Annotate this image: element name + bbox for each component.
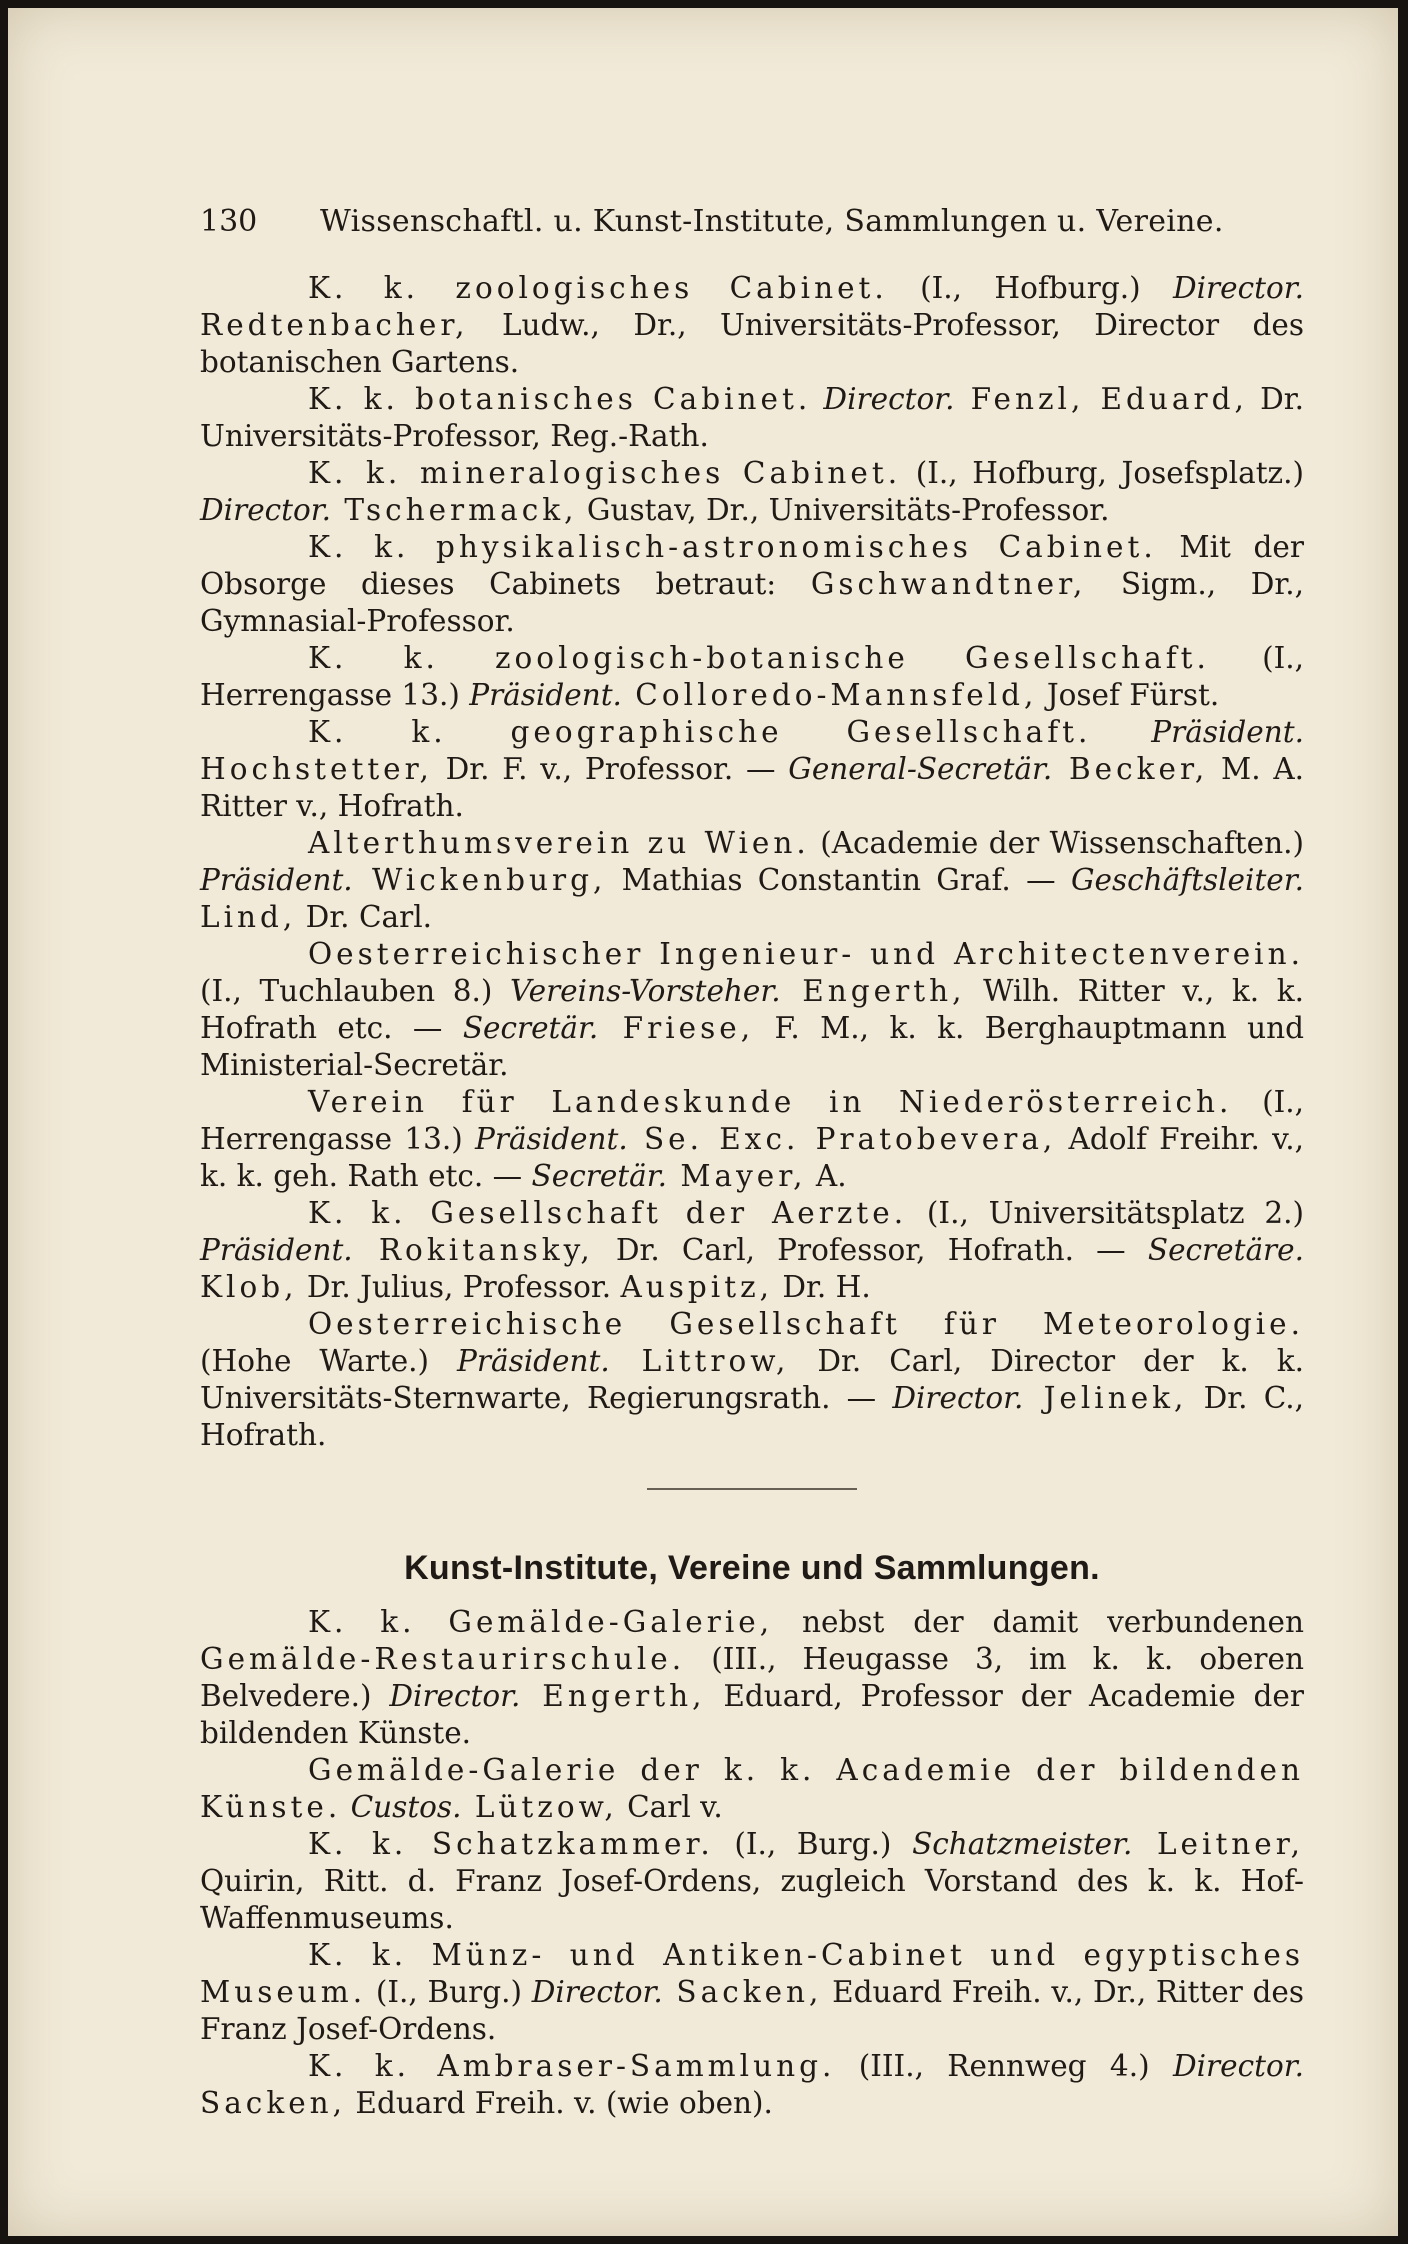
person-name: Auspitz, (620, 1270, 774, 1304)
institution-name: K. k. mineralogisches Cabinet. (308, 456, 902, 490)
entry-gesellschaft-meteorologie (200, 1306, 1304, 1454)
entry-gesellschaft-aerzte (200, 1195, 1304, 1306)
entry-text: nebst der damit verbundenen (773, 1605, 1304, 1639)
institution-name: K. k. physikalisch-astronomisches Cabinet. (308, 530, 1157, 564)
person-name: Lützow, (461, 1790, 618, 1824)
entry-text (341, 1790, 350, 1824)
entry-text: (I., Universitätsplatz 2.) (907, 1196, 1304, 1230)
role-label: Director. (389, 1679, 521, 1713)
person-name: Mayer, (666, 1159, 807, 1193)
person-name: Redtenbacher, (200, 308, 469, 342)
entry-text: Adolf Freihr. v., k. k. geh. Rath etc. — (200, 1122, 1305, 1193)
role-label: Director. (531, 1975, 663, 2009)
entry-text: (I., Hofburg.) (887, 271, 1173, 305)
person-name: Tschermack, (331, 493, 578, 527)
entry-text: (I., Herrengasse 13.) (200, 641, 1304, 712)
entry-text: (Academie der Wissenschaften.) (809, 826, 1304, 860)
role-label: Director. (200, 493, 332, 527)
entry-text: Mit der Obsorge dieses Cabinets betraut: (200, 530, 1304, 601)
institution-name: K. k. geographische Gesellschaft. (308, 715, 1092, 749)
role-label: Secretär. (531, 1159, 667, 1193)
person-name: Littrow, (609, 1344, 790, 1378)
entry-text: Dr. H. (773, 1270, 871, 1304)
entry-ambraser-sammlung (200, 2048, 1304, 2122)
entry-text: (I., Hofburg, Josefsplatz.) (901, 456, 1304, 490)
entry-text: Ludw., Dr., Universitäts-Professor, Director des botanischen Gartens. (200, 308, 1304, 379)
role-label: Präsident. (200, 1233, 353, 1267)
person-name: Klob, (200, 1270, 298, 1304)
entry-text: Carl v. (617, 1790, 723, 1824)
entry-physikalisch-astronomisches-cabinet (200, 529, 1304, 640)
person-name: Engerth, (520, 1679, 706, 1713)
role-label: Präsident. (475, 1122, 628, 1156)
entry-muenz-antiken-cabinet (200, 1937, 1304, 2048)
entry-text: Gustav, Dr., Universitäts-Professor. (577, 493, 1110, 527)
entry-academie-galerie (200, 1752, 1304, 1826)
entry-text: (I., Burg.) (366, 1975, 532, 2009)
role-label: Geschäftsleiter. (1070, 863, 1304, 897)
entry-text: (I., Herrengasse 13.) (200, 1085, 1304, 1156)
role-label: Director. (1172, 271, 1304, 305)
entry-text: Josef Fürst. (1037, 678, 1220, 712)
entry-text: M. A. Ritter v., Hofrath. (200, 752, 1304, 823)
entry-text: Eduard Freih. v., Dr., Ritter des Franz Josef-Ordens. (200, 1975, 1304, 2046)
person-name: Leitner, (1132, 1827, 1304, 1861)
institution-name: Oesterreichischer Ingenieur- und Architectenverein. (308, 937, 1304, 971)
entry-text: Sigm., Dr., Gymnasial-Professor. (200, 567, 1304, 638)
entry-text: Wilh. Ritter v., k. k. Hofrath etc. — (200, 974, 1305, 1045)
role-label: Schatzmeister. (912, 1827, 1133, 1861)
entry-botanisches-cabinet (200, 381, 1304, 455)
institution-name: K. k. botanisches Cabinet. (308, 382, 812, 416)
entry-text (811, 382, 823, 416)
entry-geographische-gesellschaft (200, 714, 1304, 825)
entry-text: Dr. Carl, Professor, Hofrath. — (593, 1233, 1148, 1267)
role-label: Secretär. (462, 1011, 599, 1045)
entry-ingenieur-architectenverein (200, 936, 1304, 1084)
person-name: Fenzl, Eduard, (954, 382, 1248, 416)
person-name: Wickenburg, (352, 863, 607, 897)
entry-text: F. M., k. k. Berghauptmann und Ministerial-Secretär. (200, 1011, 1304, 1082)
institution-name: K. k. Gesellschaft der Aerzte. (308, 1196, 908, 1230)
section-divider (647, 1488, 857, 1490)
institution-name: Gemälde-Restaurirschule. (200, 1642, 686, 1676)
page-content (200, 204, 1304, 2122)
role-label: Präsident. (1151, 715, 1304, 749)
entry-text: Eduard Freih. v. (wie oben). (346, 2086, 773, 2120)
entry-mineralogisches-cabinet (200, 455, 1304, 529)
entry-text: (I., Tuchlauben 8.) (200, 974, 511, 1008)
institution-name: K. k. Gemälde-Galerie, (308, 1605, 774, 1639)
institution-name: Alterthumsverein zu Wien. (308, 826, 810, 860)
person-name: Sacken, (200, 2086, 347, 2120)
entry-text (1091, 715, 1151, 749)
running-header (200, 204, 1304, 240)
entry-text: A. (806, 1159, 847, 1193)
entry-text: Dr. Carl. (296, 900, 433, 934)
institution-name: Verein für Landeskunde in Niederösterreich. (308, 1085, 1233, 1119)
role-label: Präsident. (457, 1344, 610, 1378)
role-label: Custos. (350, 1790, 462, 1824)
institution-name: K. k. Münz- und Antiken-Cabinet und egyptisches Museum. (200, 1938, 1304, 2009)
role-label: Präsident. (200, 863, 353, 897)
institution-name: Gemälde-Galerie der k. k. Academie der bildenden Künste. (200, 1753, 1304, 1824)
entry-text: Mathias Constantin Graf. — (606, 863, 1071, 897)
person-name: Hochstetter, (200, 752, 433, 786)
entry-text: (I., Burg.) (713, 1827, 913, 1861)
entry-text: (Hohe Warte.) (200, 1344, 458, 1378)
entry-text: (III., Rennweg 4.) (835, 2049, 1173, 2083)
person-name: Engerth, (780, 974, 966, 1008)
page-number: 130 (200, 204, 258, 239)
institution-name: K. k. zoologisch-botanische Gesellschaft. (308, 641, 1210, 675)
role-label: Director. (1172, 2049, 1304, 2083)
entry-zoologisch-botanische-gesellschaft (200, 640, 1304, 714)
institution-name: K. k. Schatzkammer. (308, 1827, 714, 1861)
person-name: Sacken, (662, 1975, 823, 2009)
entry-text: Eduard, Professor der Academie der bildenden Künste. (200, 1679, 1304, 1750)
running-title: Wissenschaftl. u. Kunst-Institute, Sammlungen u. Vereine. (320, 204, 1224, 239)
role-label: Director. (892, 1381, 1024, 1415)
entry-text: (III., Heugasse 3, im k. k. oberen Belvedere.) (200, 1642, 1304, 1713)
scanned-page (8, 8, 1398, 2236)
institution-name: K. k. zoologisches Cabinet. (308, 271, 888, 305)
person-name: Colloredo-Mannsfeld, (621, 678, 1038, 712)
role-label: Secretäre. (1147, 1233, 1304, 1267)
entry-text: Dr. Carl, Director der k. k. Universitäts-Sternwarte, Regierungsrath. — (200, 1344, 1305, 1415)
person-name: Gschwandtner, (810, 567, 1087, 601)
person-name: Friese, (598, 1011, 755, 1045)
role-label: General-Secretär. (788, 752, 1053, 786)
entry-text: Dr. Universitäts-Professor, Reg.-Rath. (200, 382, 1304, 453)
entry-zoologisches-cabinet (200, 270, 1304, 381)
entry-text: Dr. Julius, Professor. (297, 1270, 621, 1304)
person-name: Rokitansky, (352, 1233, 594, 1267)
entry-alterthumsverein (200, 825, 1304, 936)
person-name: Becker, (1052, 752, 1209, 786)
section-heading: Kunst-Institute, Vereine und Sammlungen. (404, 1549, 1100, 1587)
entry-verein-landeskunde (200, 1084, 1304, 1195)
entry-text: Quirin, Ritt. d. Franz Josef-Ordens, zugleich Vorstand des k. k. Hof-Waffenmuseums. (200, 1864, 1304, 1935)
role-label: Director. (823, 382, 955, 416)
institution-name: Oesterreichische Gesellschaft für Meteorologie. (308, 1307, 1304, 1341)
role-label: Präsident. (469, 678, 622, 712)
person-name: Lind, (200, 900, 297, 934)
entry-text: Dr. F. v., Professor. — (432, 752, 789, 786)
person-name: Jelinek, (1023, 1381, 1188, 1415)
entry-text: Dr. C., Hofrath. (200, 1381, 1304, 1452)
role-label: Vereins-Vorsteher. (510, 974, 781, 1008)
institution-name: K. k. Ambraser-Sammlung. (308, 2049, 836, 2083)
person-name: Se. Exc. Pratobevera, (627, 1122, 1057, 1156)
entry-schatzkammer (200, 1826, 1304, 1937)
entry-gemaelde-galerie (200, 1604, 1304, 1752)
